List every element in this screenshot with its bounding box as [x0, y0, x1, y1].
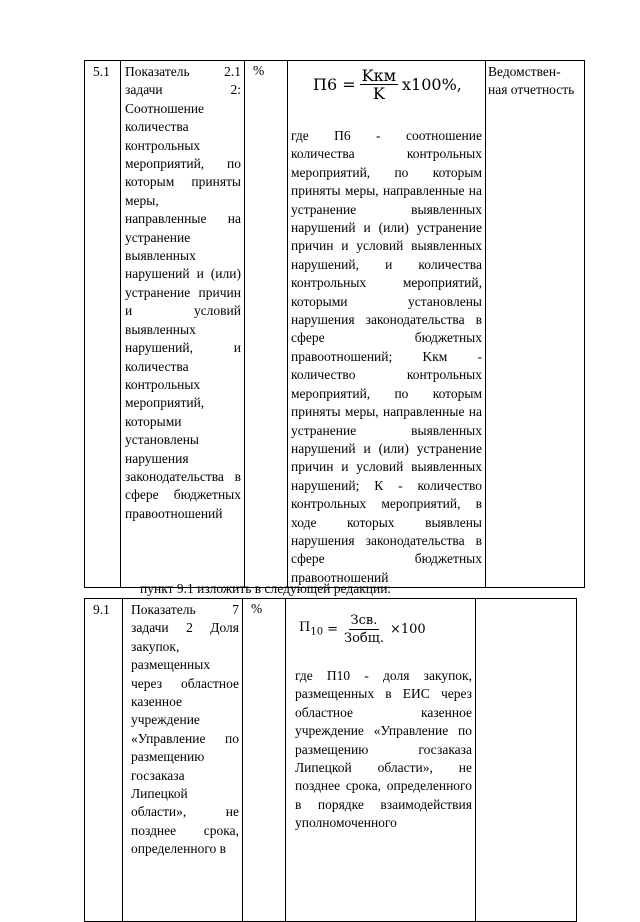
- indicator-table-9-1: [84, 598, 577, 922]
- unit-cell: %: [245, 61, 288, 588]
- row-number: 9.1: [85, 599, 123, 922]
- indicator-text: Показатель 2.1 задачи 2: Соотношение количества контрольных мероприятий, по которым приняты меры, направленные на устранение выявленных нарушений и (или) устранение причин и условий выявленных нарушений, и количества контрольных мероприятий, которыми установлены нарушения законодательства в сфере бюджетных правоотношений: [125, 64, 241, 521]
- row-number: 5.1: [85, 61, 121, 588]
- table-row: [85, 599, 577, 922]
- method-cell: [288, 61, 486, 588]
- unit-cell: %: [243, 599, 286, 922]
- formula-rhs: x100%,: [402, 74, 462, 94]
- formula-denominator: Зобщ.: [343, 630, 384, 646]
- formula-p10: [289, 599, 472, 659]
- formula-numerator: Kкм: [361, 65, 397, 85]
- table-row: [85, 61, 585, 588]
- formula-denominator: K: [372, 83, 385, 103]
- formula-p6: [291, 61, 482, 107]
- formula-fraction: [342, 612, 386, 647]
- indicator-table-5-1: [84, 60, 585, 588]
- indicator-cell: [121, 61, 245, 588]
- amendment-text: пункт 9.1 изложить в следующей редакции:: [140, 581, 392, 596]
- formula-numerator: Зсв.: [350, 612, 378, 628]
- source-cell: [486, 61, 585, 588]
- formula-eq: =: [327, 621, 338, 637]
- method-text: где П6 - соотношение количества контрольных мероприятий, по которым приняты меры, направленные на устранение выявленных нарушений и (или) устранение причин и условий выявленных нарушений, и количества контрольных мероприятий, которыми установлены нарушения законодательства в сфере бюджетных правоотношений; Kкм - количество контрольных мероприятий, по которым приняты меры, направленные на устранение выявленных нарушений и (или) устранение причин и условий выявленных нарушений; К - количество контрольных мероприятий, в ходе которых выявлены нарушения законодательства в сфере бюджетных правоотношений: [291, 128, 482, 585]
- formula-lhs: $П_{10}$: [299, 620, 324, 638]
- formula-lhs: П6 =: [313, 74, 356, 94]
- source-text: Ведомствен- ная отчетность: [488, 64, 575, 98]
- source-cell: [476, 599, 577, 922]
- method-cell: [286, 599, 476, 922]
- formula-rhs: ×100: [389, 621, 426, 637]
- indicator-cell: [123, 599, 243, 922]
- formula-fraction: [360, 67, 398, 102]
- indicator-text: Показатель 7 задачи 2 Доля закупок, размещенных через областное казенное учреждение «Управление по размещению госзаказа Липецкой области», не позднее срока, определенного в: [131, 602, 239, 857]
- method-text: где П10 - доля закупок, размещенных в ЕИС через областное казенное учреждение «Управление по размещению госзаказа Липецкой области», не позднее срока, определенного в порядке взаимодействия уполномоченного: [295, 668, 472, 831]
